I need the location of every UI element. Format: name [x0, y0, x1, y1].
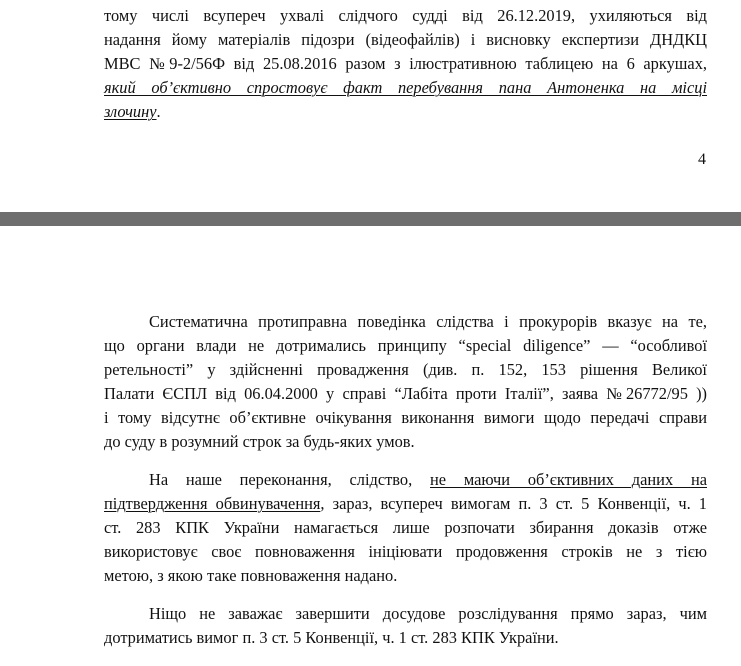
text-line-content: , зараз, всупереч вимогам п. 3 ст. 5 Конвенції, ч. 1: [320, 494, 707, 513]
period: .: [156, 102, 161, 121]
document-page-4: [0, 0, 741, 212]
text-line-content: надання йому матеріалів підозри (відеофайлів) і висновку експертизи ДНДКЦ: [104, 30, 707, 49]
paragraph-nothing-prevents: [104, 602, 707, 650]
text-line: [104, 468, 707, 492]
text-line: [104, 52, 707, 76]
page-number: 4: [698, 151, 706, 168]
text-line: використовує своє повноваження ініціювати продовження строків не з тією: [104, 542, 707, 561]
text-line-content: На наше переконання, слідство,: [149, 470, 431, 489]
text-line: [104, 4, 707, 28]
text-line: Палати ЄСПЛ від 06.04.2000 у справі “Лабіта проти Італії”, заява №26772/95 )): [104, 384, 707, 403]
text-line-content: тому числі всупереч ухвалі слідчого судді від 26.12.2019, ухиляються від: [104, 6, 707, 25]
text-line: Систематична протиправна поведінка слідства і прокурорів вказує на те,: [149, 312, 707, 331]
text-line-content: який об’єктивно спростовує факт перебування пана Антоненка на місці: [104, 78, 707, 97]
paragraph-systematic-behavior: [104, 310, 707, 454]
text-line: дотриматись вимог п. 3 ст. 5 Конвенції, ч. 1 ст. 283 КПК України.: [104, 628, 559, 647]
document-page-5: [0, 226, 741, 666]
text-line: метою, з якою таке повноваження надано.: [104, 566, 398, 585]
text-line: ст. 283 КПК України намагається лише розпочати збирання доказів отже: [104, 518, 707, 537]
page-4-text: [104, 4, 707, 124]
text-line: [104, 28, 707, 52]
text-line: Ніщо не заважає завершити досудове розслідування прямо зараз, чим: [149, 604, 707, 623]
page-separator: [0, 212, 741, 226]
text-line: [104, 492, 707, 516]
text-line: ретельності” у здійсненні провадження (див. п. 152, 153 рішення Великої: [104, 360, 707, 379]
text-line: [104, 100, 707, 124]
text-line: до суду в розумний строк за будь-яких умов.: [104, 432, 415, 451]
text-line: і тому відсутнє об’єктивне очікування виконання вимоги щодо передачі справи: [104, 408, 707, 427]
text-line: що органи влади не дотримались принципу “special diligence” — “особливої: [104, 336, 707, 355]
underlined-phrase: не маючи об’єктивних даних на: [430, 470, 707, 489]
text-line-underlined: [104, 76, 707, 100]
underlined-phrase: підтвердження обвинувачення: [104, 494, 321, 513]
paragraph-our-conviction: [104, 468, 707, 588]
underlined-word: злочину: [104, 102, 157, 121]
text-line-content: МВС №9-2/56Ф від 25.08.2016 разом з ілюстративною таблицею на 6 аркушах,: [104, 54, 707, 73]
